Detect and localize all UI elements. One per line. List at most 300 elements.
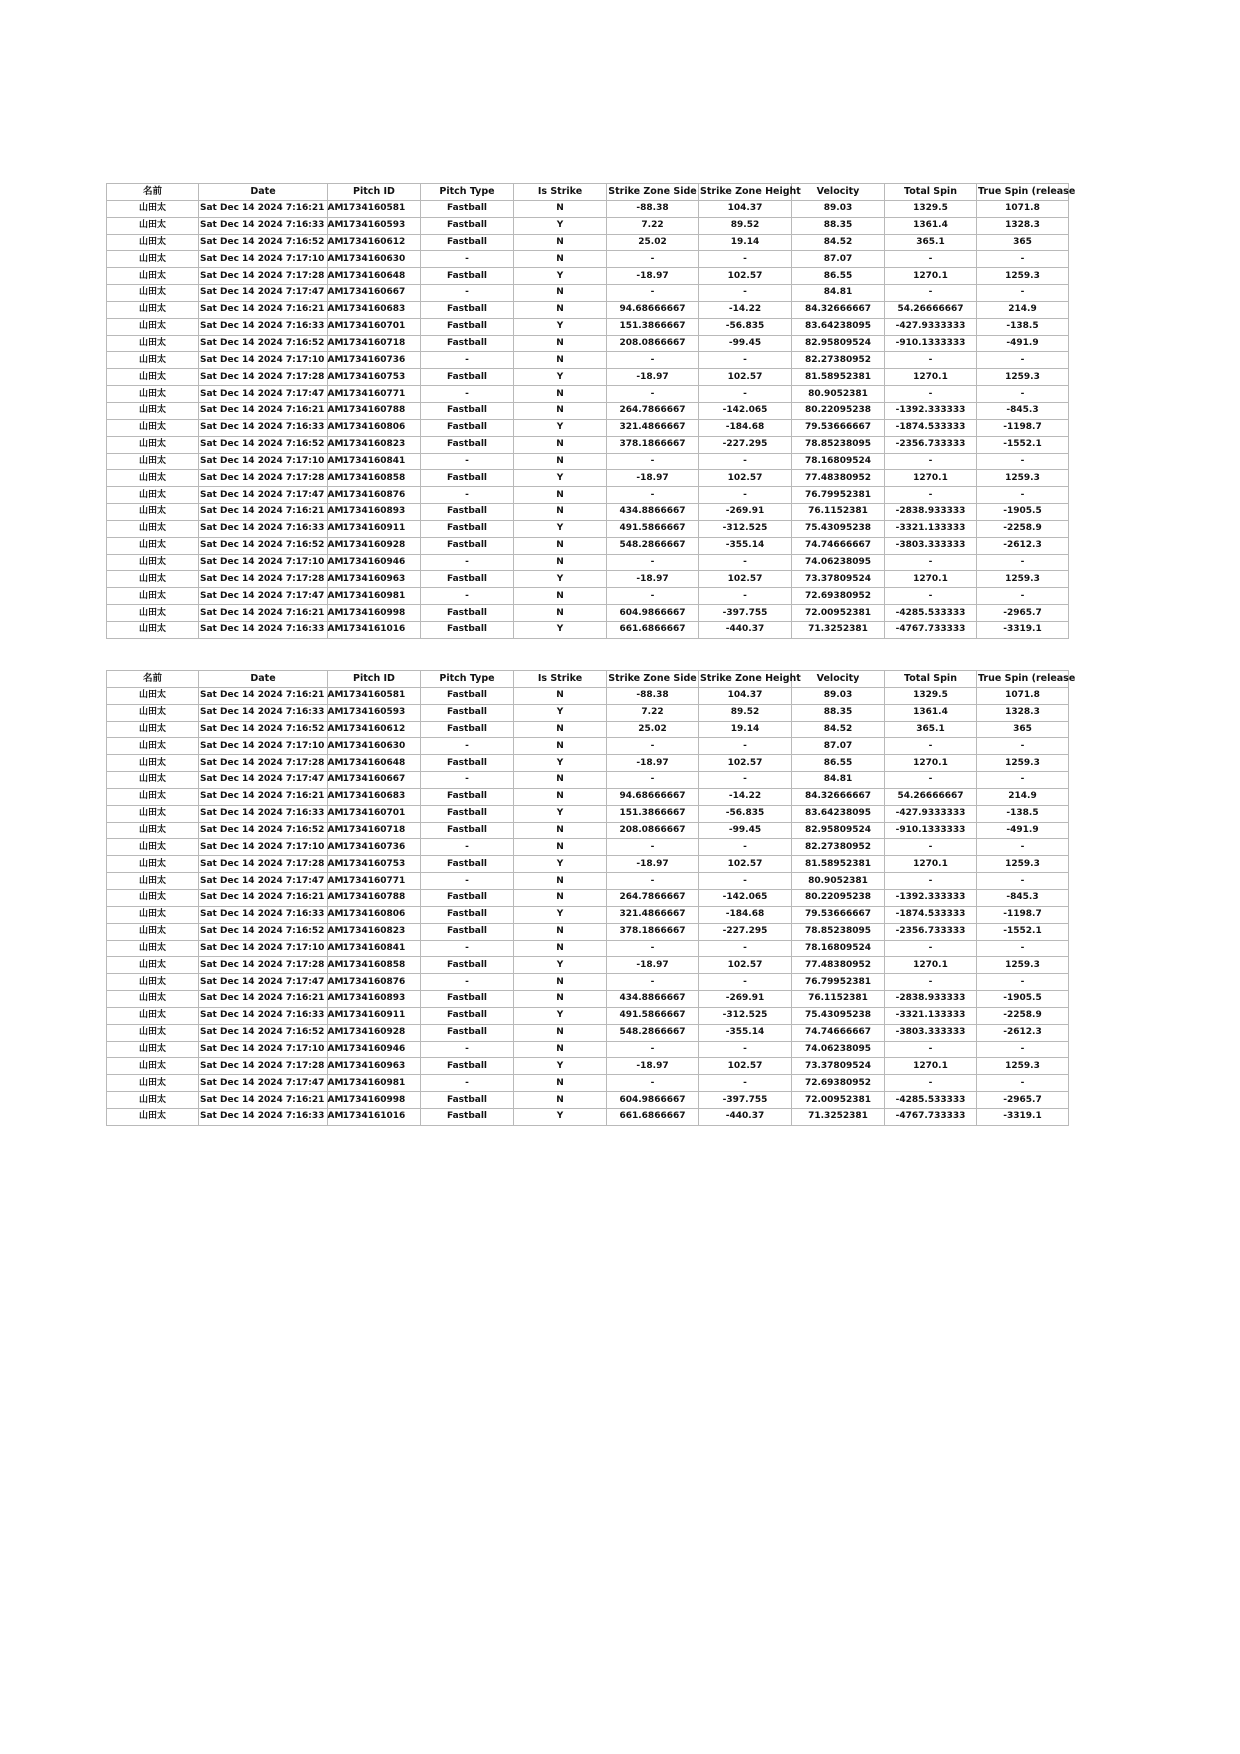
cell-name: 山田太 <box>107 772 199 789</box>
cell-pitch-id: 1734160612 <box>328 721 421 738</box>
cell-name: 山田太 <box>107 605 199 622</box>
cell-pitch-id: 1734161016 <box>328 1108 421 1125</box>
cell-name: 山田太 <box>107 318 199 335</box>
cell-total-spin: - <box>885 839 977 856</box>
table-row <box>107 788 1069 805</box>
cell-total-spin: -2356.733333 <box>885 923 977 940</box>
cell-name: 山田太 <box>107 285 199 302</box>
cell-is-strike: Y <box>514 470 607 487</box>
cell-strike-zone-height: 102.57 <box>699 1058 792 1075</box>
cell-velocity: 73.37809524 <box>792 1058 885 1075</box>
cell-date: Sat Dec 14 2024 7:16:21 AM <box>199 200 328 217</box>
cell-strike-zone-height: - <box>699 873 792 890</box>
cell-pitch-id: 1734160998 <box>328 605 421 622</box>
cell-velocity: 80.9052381 <box>792 386 885 403</box>
cell-pitch-type: Fastball <box>421 957 514 974</box>
cell-strike-zone-height: - <box>699 453 792 470</box>
cell-total-spin: -1874.533333 <box>885 906 977 923</box>
cell-date: Sat Dec 14 2024 7:16:33 AM <box>199 419 328 436</box>
cell-velocity: 86.55 <box>792 268 885 285</box>
cell-pitch-id: 1734160648 <box>328 268 421 285</box>
cell-strike-zone-height: - <box>699 251 792 268</box>
cell-velocity: 87.07 <box>792 251 885 268</box>
table-row <box>107 704 1069 721</box>
cell-strike-zone-side: - <box>607 588 699 605</box>
cell-pitch-type: Fastball <box>421 621 514 638</box>
cell-velocity: 83.64238095 <box>792 318 885 335</box>
cell-strike-zone-side: 7.22 <box>607 704 699 721</box>
cell-pitch-type: - <box>421 352 514 369</box>
cell-true-spin: - <box>977 1041 1069 1058</box>
cell-strike-zone-side: -18.97 <box>607 755 699 772</box>
table-row <box>107 1058 1069 1075</box>
cell-pitch-id: 1734160946 <box>328 1041 421 1058</box>
cell-date: Sat Dec 14 2024 7:17:28 AM <box>199 856 328 873</box>
table-row <box>107 873 1069 890</box>
table-row <box>107 1092 1069 1109</box>
cell-strike-zone-height: -355.14 <box>699 1024 792 1041</box>
cell-name: 山田太 <box>107 268 199 285</box>
cell-strike-zone-side: - <box>607 386 699 403</box>
cell-true-spin: 365 <box>977 234 1069 251</box>
column-header-is-strike: Is Strike <box>514 671 607 688</box>
cell-total-spin: - <box>885 487 977 504</box>
cell-name: 山田太 <box>107 504 199 521</box>
cell-name: 山田太 <box>107 822 199 839</box>
table-row <box>107 285 1069 302</box>
cell-is-strike: N <box>514 436 607 453</box>
cell-is-strike: N <box>514 721 607 738</box>
cell-velocity: 87.07 <box>792 738 885 755</box>
cell-date: Sat Dec 14 2024 7:16:33 AM <box>199 805 328 822</box>
cell-strike-zone-side: -18.97 <box>607 856 699 873</box>
cell-true-spin: - <box>977 839 1069 856</box>
table-row <box>107 889 1069 906</box>
cell-pitch-type: Fastball <box>421 504 514 521</box>
cell-date: Sat Dec 14 2024 7:16:21 AM <box>199 1092 328 1109</box>
table-row <box>107 369 1069 386</box>
cell-strike-zone-height: -312.525 <box>699 520 792 537</box>
cell-name: 山田太 <box>107 704 199 721</box>
cell-strike-zone-height: - <box>699 285 792 302</box>
header-row <box>107 671 1069 688</box>
cell-total-spin: -427.9333333 <box>885 805 977 822</box>
cell-velocity: 84.32666667 <box>792 301 885 318</box>
table-row <box>107 822 1069 839</box>
column-header-strike-zone-height: Strike Zone Height <box>699 184 792 201</box>
cell-name: 山田太 <box>107 856 199 873</box>
cell-true-spin: - <box>977 974 1069 991</box>
cell-true-spin: -2612.3 <box>977 537 1069 554</box>
cell-name: 山田太 <box>107 974 199 991</box>
cell-is-strike: N <box>514 822 607 839</box>
cell-pitch-type: Fastball <box>421 1007 514 1024</box>
cell-pitch-type: - <box>421 285 514 302</box>
cell-name: 山田太 <box>107 470 199 487</box>
cell-date: Sat Dec 14 2024 7:17:47 AM <box>199 386 328 403</box>
cell-velocity: 77.48380952 <box>792 470 885 487</box>
cell-strike-zone-side: 321.4866667 <box>607 419 699 436</box>
table-row <box>107 487 1069 504</box>
cell-pitch-type: - <box>421 386 514 403</box>
cell-strike-zone-side: - <box>607 873 699 890</box>
cell-pitch-type: Fastball <box>421 721 514 738</box>
cell-strike-zone-side: - <box>607 772 699 789</box>
table-row <box>107 436 1069 453</box>
cell-is-strike: Y <box>514 1007 607 1024</box>
cell-velocity: 78.16809524 <box>792 940 885 957</box>
cell-velocity: 81.58952381 <box>792 856 885 873</box>
cell-pitch-id: 1734160683 <box>328 301 421 318</box>
cell-pitch-id: 1734160823 <box>328 436 421 453</box>
cell-total-spin: -3803.333333 <box>885 537 977 554</box>
cell-pitch-id: 1734160736 <box>328 352 421 369</box>
cell-date: Sat Dec 14 2024 7:16:52 AM <box>199 822 328 839</box>
table-row <box>107 687 1069 704</box>
cell-is-strike: N <box>514 554 607 571</box>
cell-date: Sat Dec 14 2024 7:16:21 AM <box>199 889 328 906</box>
pitch-data-table-bottom <box>106 670 1076 1126</box>
cell-strike-zone-height: -56.835 <box>699 805 792 822</box>
cell-date: Sat Dec 14 2024 7:17:28 AM <box>199 470 328 487</box>
cell-pitch-id: 1734160612 <box>328 234 421 251</box>
cell-date: Sat Dec 14 2024 7:17:28 AM <box>199 571 328 588</box>
cell-velocity: 71.3252381 <box>792 1108 885 1125</box>
cell-name: 山田太 <box>107 991 199 1008</box>
table-row <box>107 605 1069 622</box>
cell-strike-zone-height: 102.57 <box>699 268 792 285</box>
cell-date: Sat Dec 14 2024 7:17:28 AM <box>199 957 328 974</box>
cell-is-strike: N <box>514 772 607 789</box>
cell-strike-zone-side: -18.97 <box>607 268 699 285</box>
cell-is-strike: N <box>514 687 607 704</box>
cell-true-spin: - <box>977 873 1069 890</box>
cell-name: 山田太 <box>107 1041 199 1058</box>
cell-pitch-type: Fastball <box>421 822 514 839</box>
cell-strike-zone-side: -88.38 <box>607 687 699 704</box>
cell-date: Sat Dec 14 2024 7:17:10 AM <box>199 839 328 856</box>
cell-velocity: 74.74666667 <box>792 1024 885 1041</box>
column-header-true-spin: True Spin (release <box>977 184 1069 201</box>
cell-pitch-type: - <box>421 1041 514 1058</box>
cell-date: Sat Dec 14 2024 7:17:47 AM <box>199 285 328 302</box>
cell-name: 山田太 <box>107 1024 199 1041</box>
cell-is-strike: N <box>514 487 607 504</box>
cell-strike-zone-height: 89.52 <box>699 704 792 721</box>
cell-strike-zone-side: - <box>607 251 699 268</box>
column-header-strike-zone-side: Strike Zone Side <box>607 184 699 201</box>
cell-date: Sat Dec 14 2024 7:16:21 AM <box>199 991 328 1008</box>
cell-total-spin: 365.1 <box>885 721 977 738</box>
cell-is-strike: Y <box>514 419 607 436</box>
cell-date: Sat Dec 14 2024 7:16:21 AM <box>199 402 328 419</box>
table-row <box>107 268 1069 285</box>
cell-total-spin: -910.1333333 <box>885 822 977 839</box>
cell-true-spin: -138.5 <box>977 805 1069 822</box>
table-row <box>107 571 1069 588</box>
cell-pitch-type: Fastball <box>421 200 514 217</box>
cell-total-spin: 1361.4 <box>885 704 977 721</box>
table-row <box>107 554 1069 571</box>
cell-strike-zone-height: 104.37 <box>699 687 792 704</box>
cell-true-spin: 1259.3 <box>977 856 1069 873</box>
cell-total-spin: -1392.333333 <box>885 889 977 906</box>
cell-total-spin: 1270.1 <box>885 1058 977 1075</box>
cell-velocity: 80.9052381 <box>792 873 885 890</box>
cell-pitch-type: Fastball <box>421 402 514 419</box>
cell-velocity: 82.27380952 <box>792 839 885 856</box>
cell-pitch-type: Fastball <box>421 537 514 554</box>
cell-strike-zone-side: 548.2866667 <box>607 1024 699 1041</box>
cell-total-spin: -4285.533333 <box>885 605 977 622</box>
cell-strike-zone-height: 102.57 <box>699 369 792 386</box>
table-row <box>107 352 1069 369</box>
table-row <box>107 470 1069 487</box>
cell-total-spin: 1270.1 <box>885 755 977 772</box>
cell-true-spin: -3319.1 <box>977 1108 1069 1125</box>
cell-velocity: 74.06238095 <box>792 1041 885 1058</box>
table-row <box>107 1108 1069 1125</box>
cell-strike-zone-side: 491.5866667 <box>607 520 699 537</box>
cell-strike-zone-side: 378.1866667 <box>607 923 699 940</box>
cell-strike-zone-side: 378.1866667 <box>607 436 699 453</box>
cell-name: 山田太 <box>107 957 199 974</box>
cell-date: Sat Dec 14 2024 7:16:33 AM <box>199 1007 328 1024</box>
cell-strike-zone-side: 491.5866667 <box>607 1007 699 1024</box>
cell-pitch-id: 1734160806 <box>328 419 421 436</box>
cell-is-strike: Y <box>514 755 607 772</box>
cell-is-strike: N <box>514 839 607 856</box>
cell-total-spin: 365.1 <box>885 234 977 251</box>
cell-name: 山田太 <box>107 1075 199 1092</box>
cell-velocity: 72.69380952 <box>792 1075 885 1092</box>
cell-total-spin: 1270.1 <box>885 957 977 974</box>
cell-pitch-type: Fastball <box>421 520 514 537</box>
cell-is-strike: N <box>514 991 607 1008</box>
cell-pitch-type: Fastball <box>421 788 514 805</box>
cell-is-strike: N <box>514 453 607 470</box>
cell-name: 山田太 <box>107 1007 199 1024</box>
cell-strike-zone-height: -14.22 <box>699 788 792 805</box>
cell-name: 山田太 <box>107 1108 199 1125</box>
cell-strike-zone-height: 102.57 <box>699 755 792 772</box>
cell-true-spin: - <box>977 738 1069 755</box>
cell-pitch-type: - <box>421 839 514 856</box>
cell-strike-zone-side: -88.38 <box>607 200 699 217</box>
cell-strike-zone-height: - <box>699 352 792 369</box>
cell-true-spin: - <box>977 1075 1069 1092</box>
cell-is-strike: N <box>514 504 607 521</box>
cell-is-strike: N <box>514 352 607 369</box>
cell-date: Sat Dec 14 2024 7:17:28 AM <box>199 755 328 772</box>
column-header-strike-zone-side: Strike Zone Side <box>607 671 699 688</box>
cell-total-spin: -2356.733333 <box>885 436 977 453</box>
cell-velocity: 88.35 <box>792 217 885 234</box>
table-body <box>107 200 1069 638</box>
cell-strike-zone-height: -227.295 <box>699 923 792 940</box>
cell-strike-zone-side: 434.8866667 <box>607 504 699 521</box>
cell-total-spin: -4767.733333 <box>885 621 977 638</box>
cell-is-strike: N <box>514 974 607 991</box>
cell-true-spin: - <box>977 588 1069 605</box>
cell-is-strike: N <box>514 537 607 554</box>
cell-strike-zone-height: - <box>699 839 792 856</box>
table-row <box>107 520 1069 537</box>
table-row <box>107 974 1069 991</box>
cell-pitch-type: Fastball <box>421 755 514 772</box>
table-row <box>107 453 1069 470</box>
cell-total-spin: - <box>885 386 977 403</box>
cell-strike-zone-side: - <box>607 738 699 755</box>
cell-velocity: 80.22095238 <box>792 402 885 419</box>
cell-pitch-type: Fastball <box>421 856 514 873</box>
cell-date: Sat Dec 14 2024 7:16:21 AM <box>199 504 328 521</box>
cell-name: 山田太 <box>107 419 199 436</box>
cell-pitch-id: 1734160771 <box>328 873 421 890</box>
cell-name: 山田太 <box>107 436 199 453</box>
cell-name: 山田太 <box>107 1058 199 1075</box>
cell-is-strike: N <box>514 1092 607 1109</box>
cell-total-spin: - <box>885 1075 977 1092</box>
cell-is-strike: N <box>514 335 607 352</box>
cell-total-spin: -910.1333333 <box>885 335 977 352</box>
cell-is-strike: N <box>514 1075 607 1092</box>
table-row <box>107 318 1069 335</box>
cell-total-spin: - <box>885 251 977 268</box>
cell-true-spin: - <box>977 352 1069 369</box>
cell-date: Sat Dec 14 2024 7:16:52 AM <box>199 335 328 352</box>
cell-pitch-type: - <box>421 940 514 957</box>
cell-pitch-type: Fastball <box>421 571 514 588</box>
cell-velocity: 83.64238095 <box>792 805 885 822</box>
cell-date: Sat Dec 14 2024 7:17:10 AM <box>199 738 328 755</box>
cell-total-spin: 54.26666667 <box>885 301 977 318</box>
cell-date: Sat Dec 14 2024 7:17:28 AM <box>199 369 328 386</box>
cell-pitch-id: 1734160841 <box>328 453 421 470</box>
cell-name: 山田太 <box>107 352 199 369</box>
cell-velocity: 72.69380952 <box>792 588 885 605</box>
table-row <box>107 588 1069 605</box>
pitch-data-table-top <box>106 183 1076 639</box>
cell-is-strike: N <box>514 301 607 318</box>
cell-pitch-type: - <box>421 453 514 470</box>
table-row <box>107 419 1069 436</box>
cell-velocity: 72.00952381 <box>792 605 885 622</box>
cell-pitch-id: 1734160893 <box>328 504 421 521</box>
cell-name: 山田太 <box>107 234 199 251</box>
cell-strike-zone-height: -269.91 <box>699 991 792 1008</box>
table-body <box>107 687 1069 1125</box>
cell-strike-zone-height: -397.755 <box>699 605 792 622</box>
column-header-total-spin: Total Spin <box>885 671 977 688</box>
cell-pitch-id: 1734160630 <box>328 251 421 268</box>
cell-strike-zone-side: - <box>607 554 699 571</box>
table-row <box>107 772 1069 789</box>
cell-total-spin: - <box>885 974 977 991</box>
cell-pitch-id: 1734160911 <box>328 1007 421 1024</box>
cell-velocity: 75.43095238 <box>792 520 885 537</box>
cell-pitch-id: 1734160683 <box>328 788 421 805</box>
cell-true-spin: -2258.9 <box>977 1007 1069 1024</box>
cell-pitch-type: - <box>421 873 514 890</box>
cell-date: Sat Dec 14 2024 7:17:47 AM <box>199 1075 328 1092</box>
cell-velocity: 82.27380952 <box>792 352 885 369</box>
cell-strike-zone-side: -18.97 <box>607 369 699 386</box>
cell-strike-zone-height: 102.57 <box>699 957 792 974</box>
cell-date: Sat Dec 14 2024 7:16:52 AM <box>199 234 328 251</box>
cell-true-spin: 1259.3 <box>977 470 1069 487</box>
cell-total-spin: 1361.4 <box>885 217 977 234</box>
cell-strike-zone-side: - <box>607 487 699 504</box>
cell-is-strike: Y <box>514 318 607 335</box>
cell-date: Sat Dec 14 2024 7:17:47 AM <box>199 487 328 504</box>
cell-is-strike: N <box>514 386 607 403</box>
cell-name: 山田太 <box>107 369 199 386</box>
column-header-total-spin: Total Spin <box>885 184 977 201</box>
cell-true-spin: -491.9 <box>977 822 1069 839</box>
cell-strike-zone-height: 102.57 <box>699 856 792 873</box>
cell-true-spin: -2965.7 <box>977 1092 1069 1109</box>
cell-pitch-id: 1734160788 <box>328 402 421 419</box>
table-row <box>107 755 1069 772</box>
column-header-pitch-id: Pitch ID <box>328 184 421 201</box>
cell-pitch-type: Fastball <box>421 1058 514 1075</box>
cell-pitch-id: 1734160806 <box>328 906 421 923</box>
cell-strike-zone-height: 19.14 <box>699 234 792 251</box>
cell-true-spin: -491.9 <box>977 335 1069 352</box>
cell-date: Sat Dec 14 2024 7:17:10 AM <box>199 251 328 268</box>
cell-is-strike: N <box>514 285 607 302</box>
cell-pitch-id: 1734160701 <box>328 318 421 335</box>
cell-name: 山田太 <box>107 721 199 738</box>
cell-is-strike: Y <box>514 957 607 974</box>
cell-pitch-id: 1734160876 <box>328 487 421 504</box>
cell-total-spin: - <box>885 873 977 890</box>
cell-strike-zone-height: - <box>699 940 792 957</box>
cell-name: 山田太 <box>107 687 199 704</box>
cell-pitch-type: Fastball <box>421 234 514 251</box>
cell-velocity: 80.22095238 <box>792 889 885 906</box>
table-row <box>107 957 1069 974</box>
cell-true-spin: 214.9 <box>977 788 1069 805</box>
cell-pitch-id: 1734160753 <box>328 369 421 386</box>
cell-velocity: 76.79952381 <box>792 487 885 504</box>
cell-pitch-type: Fastball <box>421 1024 514 1041</box>
cell-pitch-type: - <box>421 738 514 755</box>
cell-strike-zone-height: -184.68 <box>699 906 792 923</box>
cell-pitch-id: 1734160876 <box>328 974 421 991</box>
cell-date: Sat Dec 14 2024 7:16:33 AM <box>199 318 328 335</box>
cell-velocity: 84.32666667 <box>792 788 885 805</box>
cell-pitch-id: 1734160963 <box>328 571 421 588</box>
column-header-date: Date <box>199 184 328 201</box>
cell-strike-zone-side: 94.68666667 <box>607 301 699 318</box>
cell-pitch-id: 1734160823 <box>328 923 421 940</box>
cell-velocity: 78.85238095 <box>792 436 885 453</box>
cell-date: Sat Dec 14 2024 7:17:28 AM <box>199 268 328 285</box>
cell-is-strike: Y <box>514 1058 607 1075</box>
cell-true-spin: -2258.9 <box>977 520 1069 537</box>
cell-date: Sat Dec 14 2024 7:16:52 AM <box>199 537 328 554</box>
cell-true-spin: 1071.8 <box>977 687 1069 704</box>
cell-true-spin: -845.3 <box>977 402 1069 419</box>
cell-total-spin: - <box>885 554 977 571</box>
cell-is-strike: N <box>514 889 607 906</box>
cell-total-spin: -1874.533333 <box>885 419 977 436</box>
cell-name: 山田太 <box>107 335 199 352</box>
table-row <box>107 402 1069 419</box>
column-header-velocity: Velocity <box>792 671 885 688</box>
